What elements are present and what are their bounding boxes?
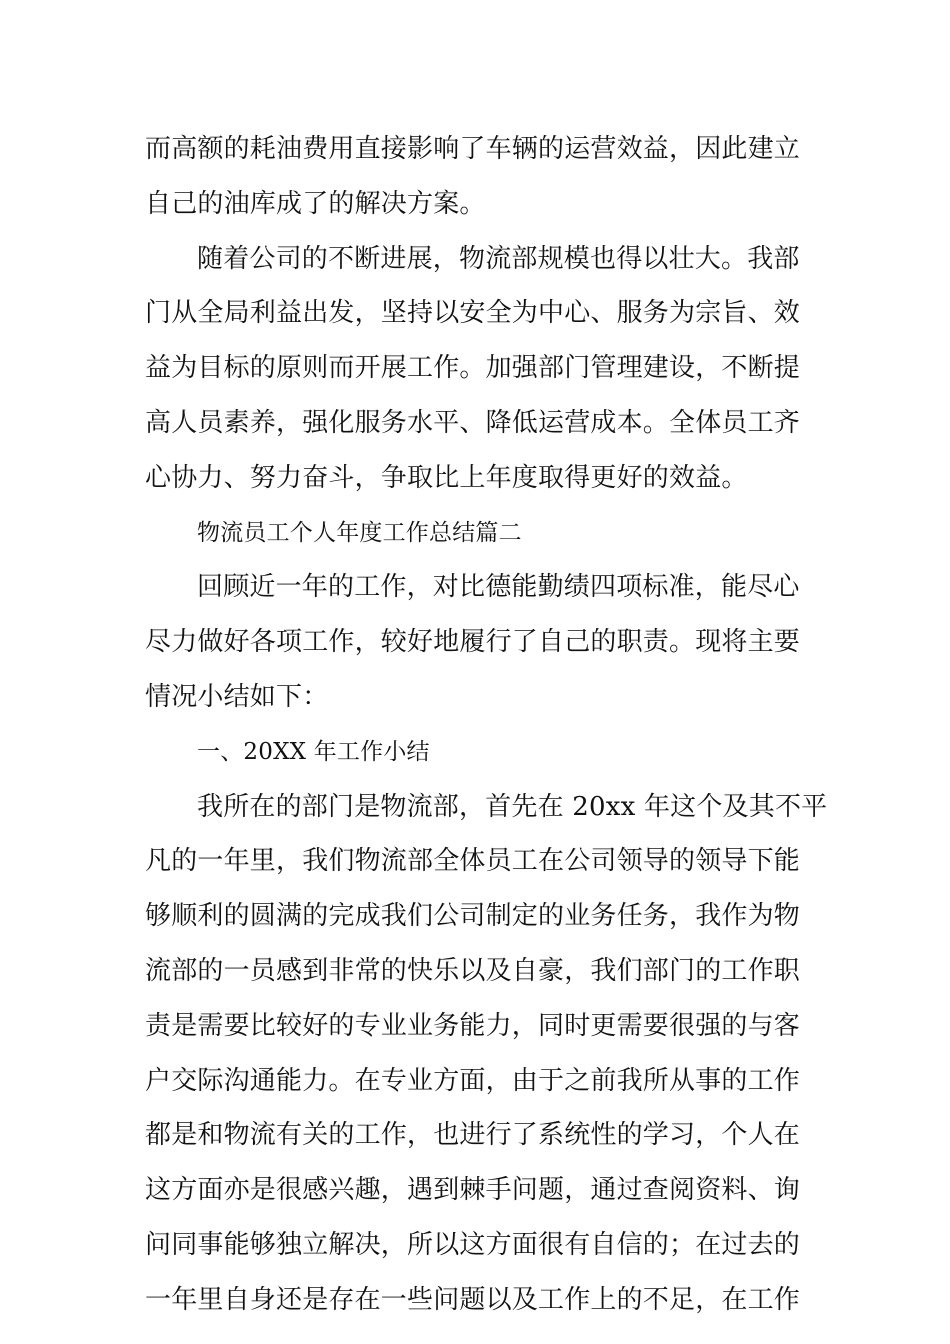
- text-line: 这方面亦是很感兴趣，遇到棘手问题，通过查阅资料、询: [145, 1175, 801, 1206]
- text-line: 自己的油库成了的解决方案。: [145, 188, 486, 219]
- text-line: 都是和物流有关的工作，也进行了系统性的学习，个人在: [145, 1120, 801, 1151]
- text-line: 我所在的部门是物流部，首先在 20xx 年这个及其不平: [197, 791, 828, 822]
- text-line: 问同事能够独立解决，所以这方面很有自信的；在过去的: [145, 1229, 801, 1260]
- text-line: 流部的一员感到非常的快乐以及自豪，我们部门的工作职: [145, 955, 801, 986]
- document-body: [145, 122, 828, 1328]
- text-line: 心协力、努力奋斗，争取比上年度取得更好的效益。: [145, 462, 748, 493]
- text-line: 回顾近一年的工作，对比德能勤绩四项标准，能尽心: [197, 572, 800, 603]
- text-line: 凡的一年里，我们物流部全体员工在公司领导的领导下能: [145, 846, 801, 877]
- text-line: 够顺利的圆满的完成我们公司制定的业务任务，我作为物: [145, 901, 801, 932]
- text-line: 门从全局利益出发，坚持以安全为中心、服务为宗旨、效: [145, 298, 801, 329]
- text-line: 尽力做好各项工作，较好地履行了自己的职责。现将主要: [145, 627, 801, 658]
- text-line: 责是需要比较好的专业业务能力，同时更需要很强的与客: [145, 1010, 801, 1041]
- text-line: 高人员素养，强化服务水平、降低运营成本。全体员工齐: [145, 407, 801, 438]
- text-line: 益为目标的原则而开展工作。加强部门管理建设，不断提: [145, 353, 801, 384]
- text-line: 一年里自身还是存在一些问题以及工作上的不足，在工作: [145, 1284, 801, 1315]
- section-heading: 物流员工个人年度工作总结篇二: [197, 519, 522, 546]
- text-line: 而高额的耗油费用直接影响了车辆的运营效益，因此建立: [145, 134, 801, 164]
- section-heading: 一、20XX 年工作小结: [197, 738, 430, 765]
- text-line: 随着公司的不断进展，物流部规模也得以壮大。我部: [197, 243, 800, 274]
- text-line: 情况小结如下：: [145, 681, 329, 712]
- text-line: 户交际沟通能力。在专业方面，由于之前我所从事的工作: [145, 1065, 801, 1096]
